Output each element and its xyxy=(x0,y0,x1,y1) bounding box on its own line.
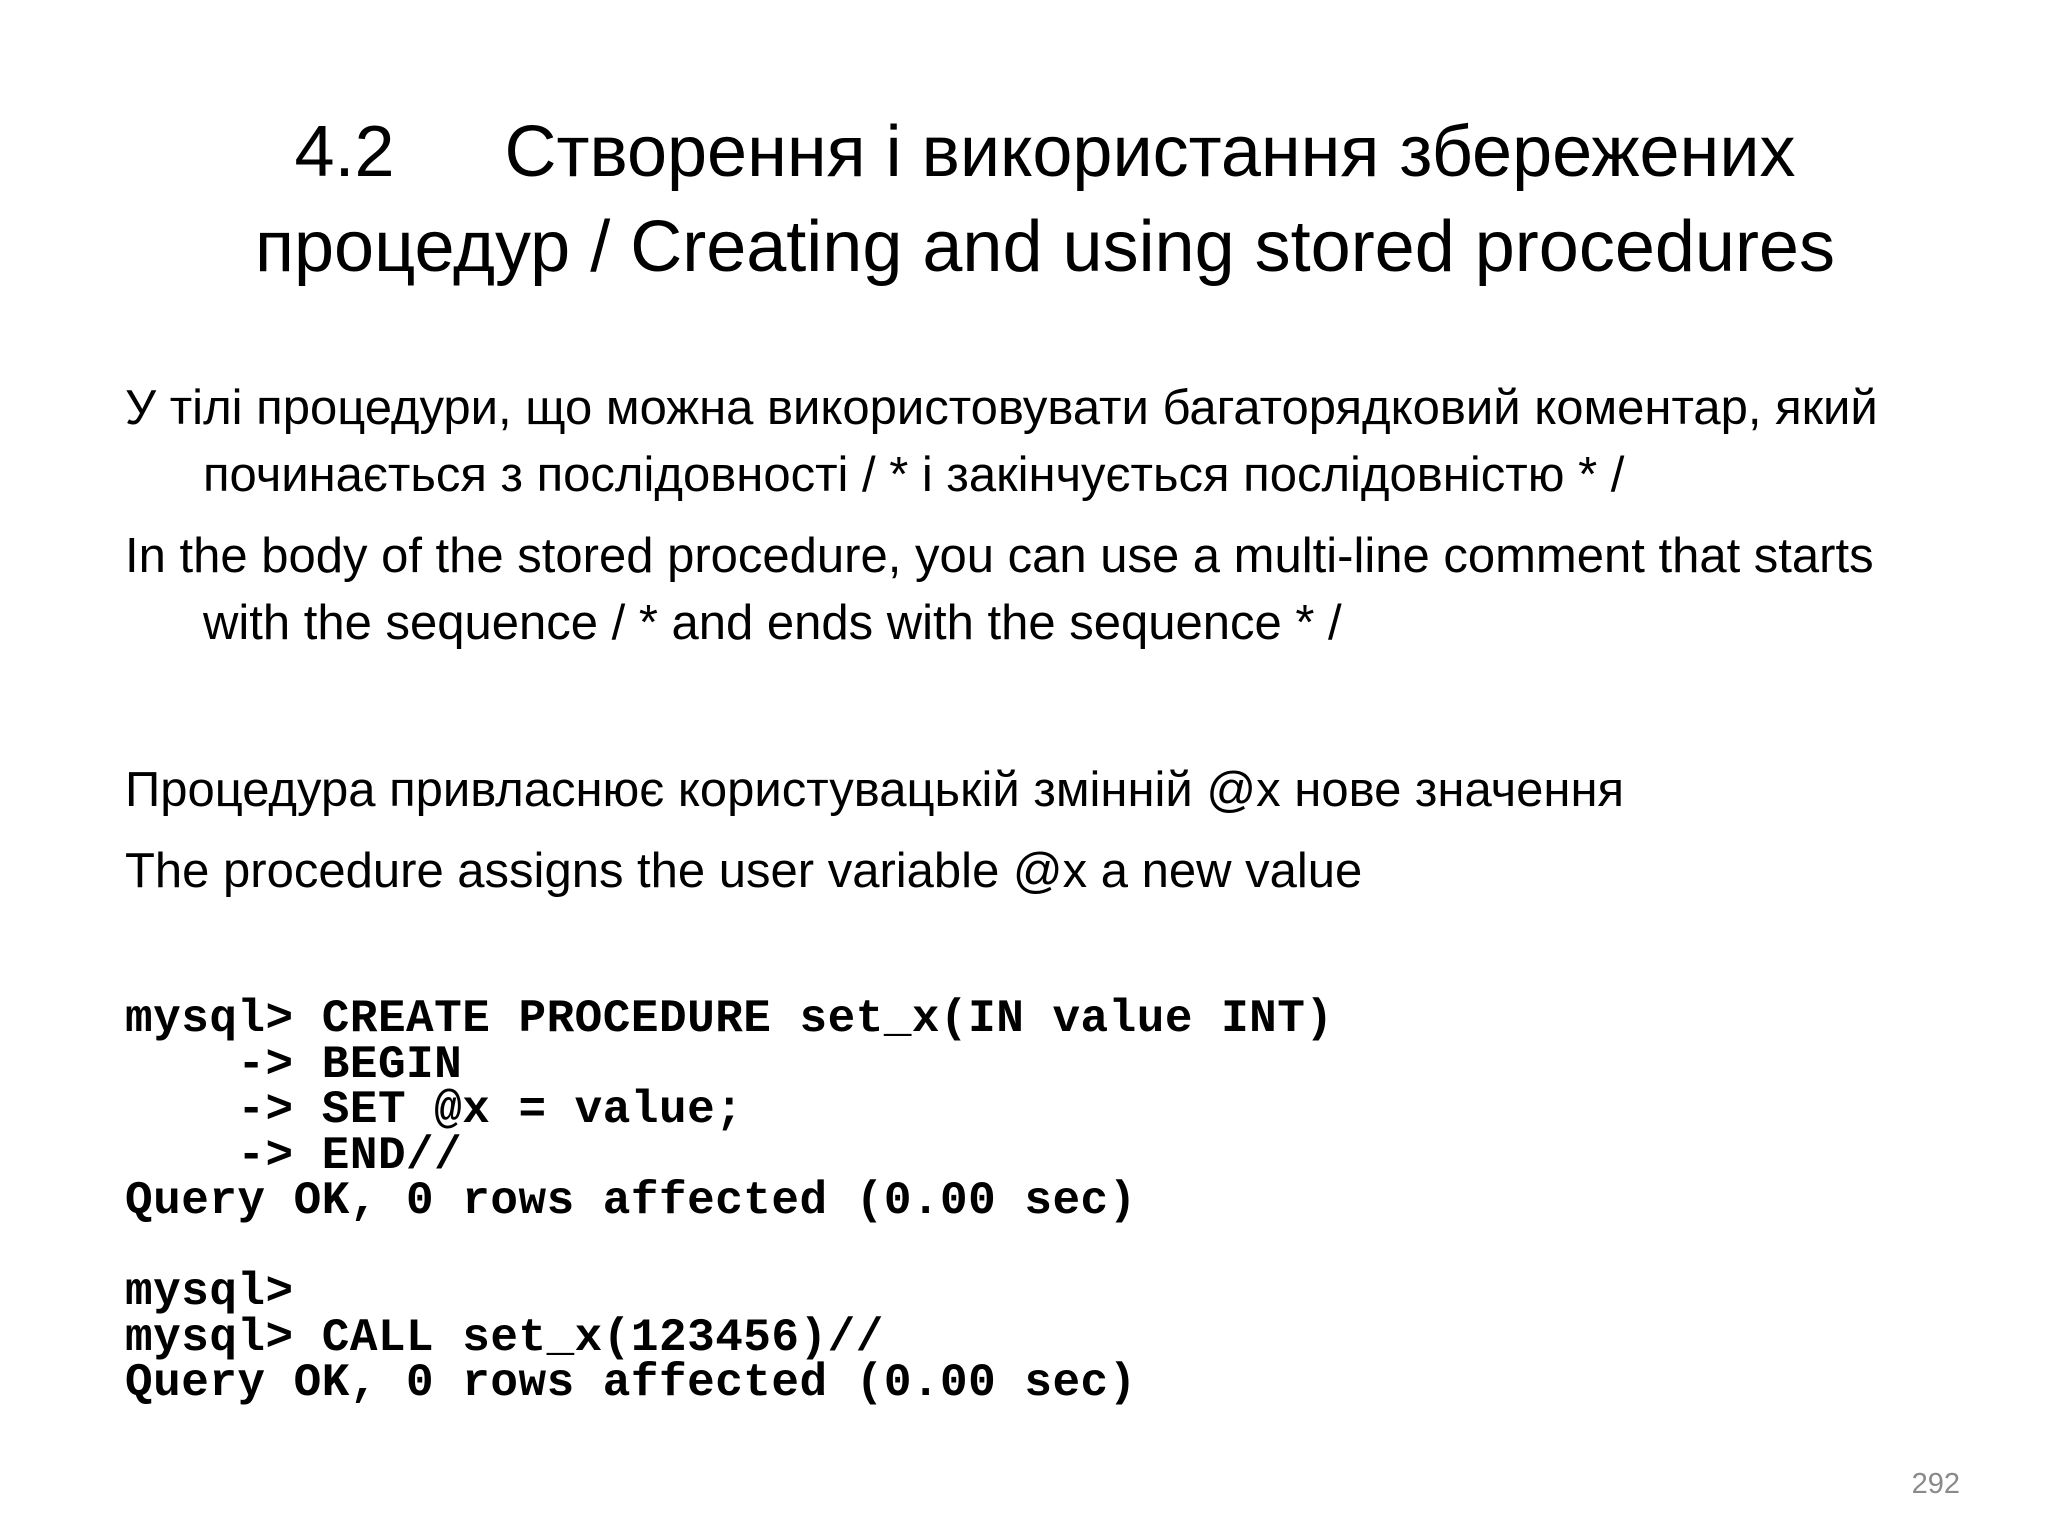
paragraph-comment-english: In the body of the stored procedure, you can use a multi-line comment that starts with the sequence / * and ends with the sequence * / xyxy=(125,529,1874,650)
paragraph-procedure-ukrainian: Процедура привласнює користувацькій змінній @x нове значення xyxy=(125,763,1625,817)
terminal-line: mysql> CREATE PROCEDURE set_x(IN value INT) xyxy=(125,993,1334,1045)
paragraph-procedure-english: The procedure assigns the user variable @x a new value xyxy=(125,844,1363,898)
slide-body xyxy=(125,375,1945,905)
terminal-line: -> BEGIN xyxy=(125,1038,463,1091)
terminal-line: -> SET @x = value; xyxy=(125,1084,744,1136)
paragraph-comment-ukrainian: У тілі процедури, що можна використовувати багаторядковий коментар, який починається з послідовності / * і закінчується послідовністю * / xyxy=(125,381,1878,502)
page-number: 292 xyxy=(1911,1468,1960,1500)
terminal-line: mysql> xyxy=(125,1266,294,1318)
title-line-2: процедур / Creating and using stored procedures xyxy=(255,207,1835,287)
terminal-line: mysql> CALL set_x(123456)// xyxy=(125,1311,884,1364)
terminal-line-blank xyxy=(125,1225,1334,1271)
slide-title xyxy=(150,105,1940,295)
title-text-line-1: Створення і використання збережених xyxy=(504,112,1796,192)
mysql-terminal-output xyxy=(125,993,1334,1409)
terminal-line: Query OK, 0 rows affected (0.00 sec) xyxy=(125,1175,1137,1227)
title-line-1 xyxy=(150,105,1940,200)
title-number: 4.2 xyxy=(294,112,395,192)
terminal-line: Query OK, 0 rows affected (0.00 sec) xyxy=(125,1357,1137,1409)
terminal-line: -> END// xyxy=(125,1129,463,1182)
